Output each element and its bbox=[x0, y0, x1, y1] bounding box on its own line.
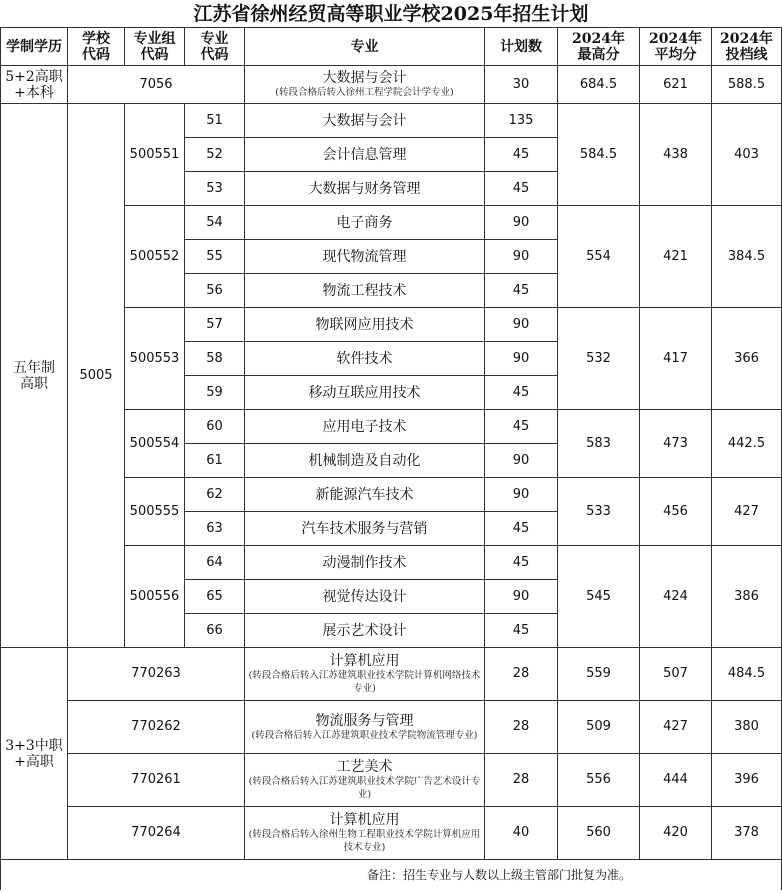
major-code-cell: 57 bbox=[185, 308, 245, 342]
plan-cell: 28 bbox=[485, 754, 558, 807]
major-cell bbox=[245, 754, 485, 807]
cutoff-line-cell: 427 bbox=[712, 478, 782, 546]
max-score-cell: 509 bbox=[558, 701, 640, 754]
major-code-cell: 54 bbox=[185, 206, 245, 240]
avg-score-cell: 417 bbox=[640, 308, 712, 410]
header-avg-score: 2024年 平均分 bbox=[640, 28, 712, 66]
group-code-cell: 500556 bbox=[125, 546, 185, 648]
major-name: 计算机应用 bbox=[329, 653, 400, 669]
max-score-cell: 559 bbox=[558, 648, 640, 701]
max-score-cell: 684.5 bbox=[558, 66, 640, 104]
major-code-cell: 60 bbox=[185, 410, 245, 444]
avg-score-cell: 438 bbox=[640, 104, 712, 206]
footnote: 备注：招生专业与人数以上级主管部门批复为准。 bbox=[1, 860, 782, 890]
max-score-cell: 584.5 bbox=[558, 104, 640, 206]
major-cell: 会计信息管理 bbox=[245, 138, 485, 172]
major-name: 计算机应用 bbox=[329, 812, 400, 828]
plan-cell: 135 bbox=[485, 104, 558, 138]
avg-score-cell: 621 bbox=[640, 66, 712, 104]
major-code-cell: 58 bbox=[185, 342, 245, 376]
group-code-cell: 500555 bbox=[125, 478, 185, 546]
cutoff-line-cell: 442.5 bbox=[712, 410, 782, 478]
major-cell: 物流工程技术 bbox=[245, 274, 485, 308]
major-note: (转段合格后转入江苏建筑职业技术学院计算机网络技术专业) bbox=[248, 670, 481, 694]
plan-cell: 45 bbox=[485, 376, 558, 410]
avg-score-cell: 456 bbox=[640, 478, 712, 546]
cutoff-line-cell: 386 bbox=[712, 546, 782, 648]
major-name: 物流服务与管理 bbox=[315, 712, 414, 729]
plan-cell: 45 bbox=[485, 512, 558, 546]
major-code-cell: 55 bbox=[185, 240, 245, 274]
plan-cell: 90 bbox=[485, 478, 558, 512]
major-code-cell: 56 bbox=[185, 274, 245, 308]
group-code-cell: 500551 bbox=[125, 104, 185, 206]
major-note: (转段合格后转入江苏建筑职业技术学院广告艺术设计专业) bbox=[248, 776, 481, 800]
header-major: 专业 bbox=[245, 28, 485, 66]
avg-score-cell: 473 bbox=[640, 410, 712, 478]
plan-cell: 45 bbox=[485, 274, 558, 308]
major-cell bbox=[245, 701, 485, 754]
major-cell: 移动互联应用技术 bbox=[245, 376, 485, 410]
header-max-score: 2024年 最高分 bbox=[558, 28, 640, 66]
code-cell: 7056 bbox=[68, 66, 245, 104]
major-cell: 软件技术 bbox=[245, 342, 485, 376]
max-score-cell: 545 bbox=[558, 546, 640, 648]
header-school-code: 学校 代码 bbox=[68, 28, 125, 66]
cutoff-line-cell: 366 bbox=[712, 308, 782, 410]
major-cell: 动漫制作技术 bbox=[245, 546, 485, 580]
code-cell: 770262 bbox=[68, 701, 245, 754]
plan-cell: 90 bbox=[485, 206, 558, 240]
major-note: (转段合格后转入徐州工程学院会计学专业) bbox=[275, 87, 454, 98]
cutoff-line-cell: 484.5 bbox=[712, 648, 782, 701]
max-score-cell: 556 bbox=[558, 754, 640, 807]
avg-score-cell: 421 bbox=[640, 206, 712, 308]
plan-cell: 90 bbox=[485, 580, 558, 614]
code-cell: 770263 bbox=[68, 648, 245, 701]
plan-cell: 90 bbox=[485, 308, 558, 342]
code-cell: 770261 bbox=[68, 754, 245, 807]
plan-cell: 90 bbox=[485, 240, 558, 274]
major-cell: 大数据与会计 bbox=[245, 104, 485, 138]
plan-cell: 90 bbox=[485, 444, 558, 478]
major-code-cell: 52 bbox=[185, 138, 245, 172]
header-plan: 计划数 bbox=[485, 28, 558, 66]
major-code-cell: 51 bbox=[185, 104, 245, 138]
avg-score-cell: 507 bbox=[640, 648, 712, 701]
avg-score-cell: 420 bbox=[640, 807, 712, 860]
major-code-cell: 64 bbox=[185, 546, 245, 580]
table-row bbox=[1, 648, 782, 701]
max-score-cell: 554 bbox=[558, 206, 640, 308]
header-cutoff-line: 2024年 投档线 bbox=[712, 28, 782, 66]
major-cell: 应用电子技术 bbox=[245, 410, 485, 444]
major-cell bbox=[245, 807, 485, 860]
major-cell bbox=[245, 648, 485, 701]
table-row bbox=[1, 860, 782, 890]
xuezhi-cell: 五年制 高职 bbox=[1, 104, 68, 648]
major-name: 工艺美术 bbox=[336, 759, 393, 775]
major-cell: 汽车技术服务与营销 bbox=[245, 512, 485, 546]
cutoff-line-cell: 403 bbox=[712, 104, 782, 206]
max-score-cell: 532 bbox=[558, 308, 640, 410]
avg-score-cell: 444 bbox=[640, 754, 712, 807]
header-group-code: 专业组 代码 bbox=[125, 28, 185, 66]
group-code-cell: 500553 bbox=[125, 308, 185, 410]
major-note: (转段合格后转入徐州生物工程职业技术学院计算机应用技术专业) bbox=[248, 829, 481, 853]
major-cell: 电子商务 bbox=[245, 206, 485, 240]
max-score-cell: 583 bbox=[558, 410, 640, 478]
plan-cell: 45 bbox=[485, 138, 558, 172]
major-cell: 现代物流管理 bbox=[245, 240, 485, 274]
major-code-cell: 66 bbox=[185, 614, 245, 648]
avg-score-cell: 424 bbox=[640, 546, 712, 648]
major-code-cell: 53 bbox=[185, 172, 245, 206]
plan-cell: 40 bbox=[485, 807, 558, 860]
code-cell: 770264 bbox=[68, 807, 245, 860]
cutoff-line-cell: 396 bbox=[712, 754, 782, 807]
page-title: 江苏省徐州经贸高等职业学校2025年招生计划 bbox=[193, 3, 589, 25]
plan-cell: 90 bbox=[485, 342, 558, 376]
major-note: (转段合格后转入江苏建筑职业技术学院物流管理专业) bbox=[251, 729, 478, 741]
table-row bbox=[1, 66, 782, 104]
major-code-cell: 65 bbox=[185, 580, 245, 614]
group-code-cell: 500552 bbox=[125, 206, 185, 308]
major-cell: 视觉传达设计 bbox=[245, 580, 485, 614]
major-cell: 物联网应用技术 bbox=[245, 308, 485, 342]
plan-cell: 30 bbox=[485, 66, 558, 104]
table-row bbox=[1, 104, 782, 138]
cutoff-line-cell: 378 bbox=[712, 807, 782, 860]
table-row bbox=[1, 754, 782, 807]
max-score-cell: 560 bbox=[558, 807, 640, 860]
enrollment-plan-table bbox=[0, 27, 782, 890]
plan-cell: 28 bbox=[485, 701, 558, 754]
plan-cell: 45 bbox=[485, 546, 558, 580]
plan-cell: 45 bbox=[485, 172, 558, 206]
avg-score-cell: 427 bbox=[640, 701, 712, 754]
plan-cell: 45 bbox=[485, 614, 558, 648]
cutoff-line-cell: 384.5 bbox=[712, 206, 782, 308]
table-row bbox=[1, 28, 782, 66]
plan-cell: 28 bbox=[485, 648, 558, 701]
max-score-cell: 533 bbox=[558, 478, 640, 546]
major-code-cell: 63 bbox=[185, 512, 245, 546]
plan-cell: 45 bbox=[485, 410, 558, 444]
table-row bbox=[1, 807, 782, 860]
table-row bbox=[1, 701, 782, 754]
school-code-cell: 5005 bbox=[68, 104, 125, 648]
xuezhi-cell: 3+3中职 +高职 bbox=[1, 648, 68, 860]
header-major-code: 专业 代码 bbox=[185, 28, 245, 66]
xuezhi-cell: 5+2高职 +本科 bbox=[1, 66, 68, 104]
cutoff-line-cell: 380 bbox=[712, 701, 782, 754]
major-cell: 展示艺术设计 bbox=[245, 614, 485, 648]
group-code-cell: 500554 bbox=[125, 410, 185, 478]
major-cell: 大数据与财务管理 bbox=[245, 172, 485, 206]
major-code-cell: 59 bbox=[185, 376, 245, 410]
cutoff-line-cell: 588.5 bbox=[712, 66, 782, 104]
major-code-cell: 61 bbox=[185, 444, 245, 478]
major-cell: 新能源汽车技术 bbox=[245, 478, 485, 512]
major-code-cell: 62 bbox=[185, 478, 245, 512]
major-name: 大数据与会计 bbox=[322, 70, 407, 86]
header-xuezhi: 学制学历 bbox=[1, 28, 68, 66]
major-cell: 机械制造及自动化 bbox=[245, 444, 485, 478]
major-cell bbox=[245, 66, 485, 104]
